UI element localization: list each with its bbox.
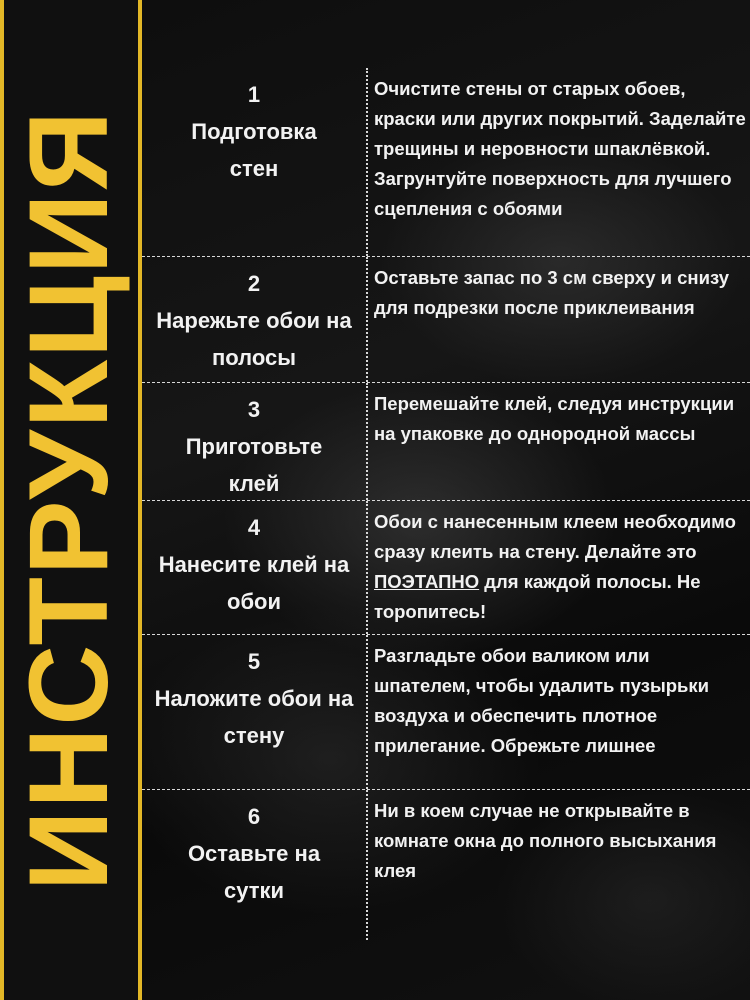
step-row [142, 68, 750, 257]
step-heading [142, 257, 368, 382]
title-panel [0, 0, 138, 1000]
step-heading [142, 68, 368, 256]
step-description: Очистите стены от старых обоев, краски или других покрытий. Заделайте трещины и неровности шпаклёвкой. Загрунтуйте поверхность для лучшего сцепления с обоями [374, 78, 746, 219]
gold-border-left [0, 0, 4, 1000]
step-heading [142, 501, 368, 634]
step-title: Оставьте на сутки [187, 841, 321, 903]
step-heading [142, 790, 368, 940]
step-title: Наложите обои на стену [154, 686, 354, 748]
step-title: Приготовьте клей [185, 434, 323, 496]
step-row [142, 635, 750, 790]
step-row [142, 383, 750, 501]
step-number: 5 [247, 649, 261, 674]
step-description: Разгладьте обои валиком или шпателем, чтобы удалить пузырьки воздуха и обеспечить плотное прилегание. Обрежьте лишнее [374, 645, 710, 756]
step-title: Нанесите клей на обои [158, 552, 350, 614]
step-description-part: Обои с нанесенным клеем необходимо сразу клеить на стену. Делайте это [374, 511, 736, 562]
step-description: Перемешайте клей, следуя инструкции на упаковке до однородной массы [374, 393, 735, 444]
step-heading [142, 635, 368, 789]
step-emphasis: ПОЭТАПНО [374, 571, 480, 592]
steps-table [142, 68, 750, 940]
step-number: 3 [247, 397, 261, 422]
step-number: 2 [247, 271, 261, 296]
step-description [368, 501, 750, 634]
step-description: Ни в коем случае не открывайте в комнате окна до полного высыхания клея [374, 800, 717, 881]
step-description: Оставьте запас по 3 см сверху и снизу для подрезки после приклеивания [374, 267, 730, 318]
step-number: 6 [247, 804, 261, 829]
step-title: Нарежьте обои на полосы [156, 308, 352, 370]
step-row [142, 501, 750, 635]
step-title: Подготовка стен [191, 119, 317, 181]
step-number: 4 [247, 515, 261, 540]
step-row [142, 790, 750, 940]
step-number: 1 [247, 82, 261, 107]
page-title: ИНСТРУКЦИЯ [6, 109, 131, 891]
step-heading [142, 383, 368, 500]
step-description-part: для каждой полосы. Не торопитесь! [374, 571, 701, 622]
step-row [142, 257, 750, 383]
